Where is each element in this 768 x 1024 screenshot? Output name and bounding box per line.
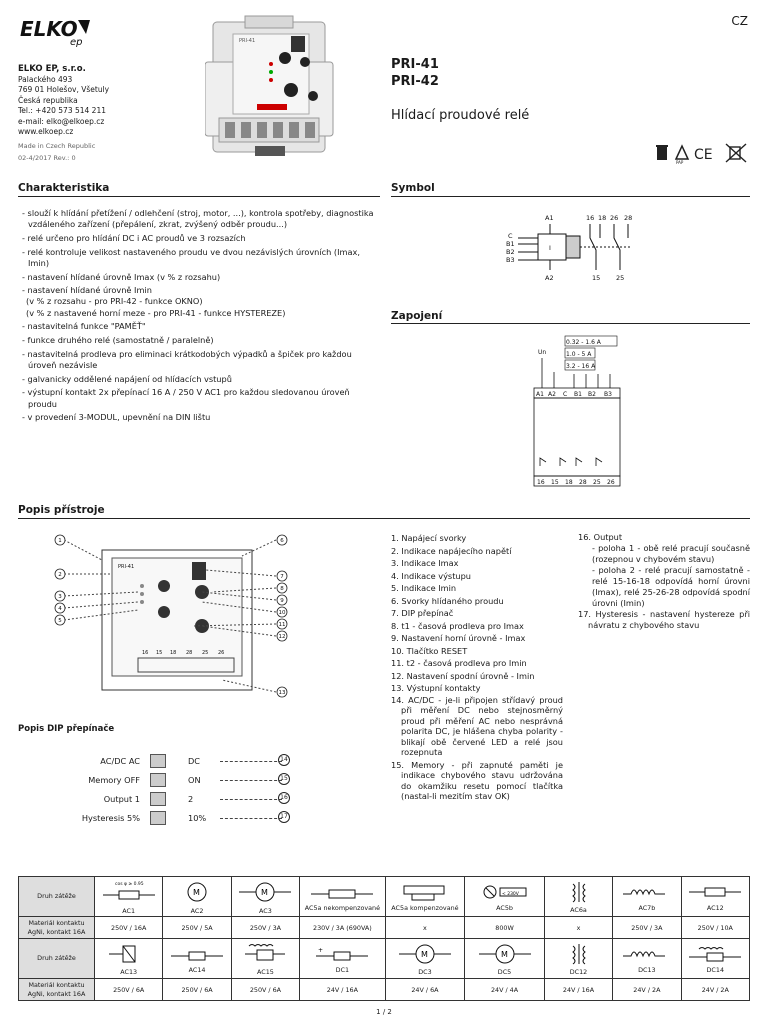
svg-text:28: 28 [624,214,633,222]
device-drawing [52,530,302,706]
value-cell: 24V / 16A [544,979,612,1001]
symbol-diagram [500,208,650,288]
svg-text:26: 26 [218,650,225,656]
transformer-icon [549,942,609,966]
list-item: - nastavitelná prodleva pro eliminaci krátkodobých výpadků a špiček pro každou úroveň nezávisle [22,348,352,370]
value-cell: 250V / 6A [231,979,299,1001]
dip-row: Output 1 2 16 [60,794,300,813]
dip-switch[interactable] [150,773,166,787]
value-cell: 24V / 4A [465,979,545,1001]
value-cell: 24V / 2A [613,979,681,1001]
list-item: (v % z rozsahu - pro PRI-42 - funkce OKNO) [26,296,203,307]
svg-text:M: M [193,887,200,897]
load-table [18,876,750,1001]
load-cell: + DC1 [300,939,386,979]
list-item: 11. t2 - časová prodleva pro Imin [391,658,527,668]
load-cell: M DC3 [385,939,465,979]
dip-row: AC/DC AC DC 14 [60,756,300,775]
list-item: - slouží k hlídání přetížení / odlehčení (stroj, motor, ...), kontrola spotřeby, diagnostika vzdáleného zařízení (přepálení, zkrat, zvýšený odběr proudu...) [22,208,374,230]
list-item: 1. Napájecí svorky [391,533,467,543]
svg-text:PRI-41: PRI-41 [118,564,135,570]
value-cell: 250V / 16A [95,917,163,939]
load-cell: < 230V AC5b [465,877,545,917]
svg-text:1: 1 [58,538,62,544]
feature-list [18,208,380,426]
address-line: Palackého 493 [18,74,73,84]
table-row [19,979,750,1001]
svg-text:A2: A2 [548,391,556,398]
dip-switch[interactable] [150,754,166,768]
svg-text:10: 10 [278,610,286,616]
svg-text:11: 11 [278,622,286,628]
svg-text:28: 28 [186,650,193,656]
coil-icon [167,944,227,964]
email: e-mail: elko@elkoep.cz [18,116,105,126]
lamp-icon [307,882,377,902]
table-row-label: Druh zátěže [19,939,95,979]
svg-text:16: 16 [142,650,149,656]
svg-text:B3: B3 [506,256,515,264]
svg-text:+: + [318,946,324,954]
bulb-icon [470,882,540,902]
product-subtitle: Hlídací proudové relé [391,108,530,123]
svg-text:1.0 - 5 A: 1.0 - 5 A [566,351,592,358]
list-item: 7. DIP přepínač [391,608,454,618]
svg-text:5: 5 [58,618,62,624]
value-cell: x [385,917,465,939]
model-name: PRI-42 [391,74,439,89]
list-item: - v provedení 3-MODUL, upevnění na DIN lištu [22,412,211,423]
ce-mark-icon: CE [694,147,713,163]
list-item: 9. Nastavení horní úrovně - Imax [391,633,526,643]
divider [391,196,750,197]
resistor-icon [99,879,159,905]
svg-text:25: 25 [593,479,601,486]
device-photo [205,14,335,164]
dip-row: Memory OFF ON 15 [60,775,300,794]
svg-text:ep: ep [70,37,83,48]
product-models [391,56,439,90]
svg-text:M: M [500,949,508,959]
parts-list-continued [578,532,750,631]
svg-text:< 230V: < 230V [501,891,519,897]
svg-text:M: M [261,887,269,897]
list-item: - poloha 2 - relé pracují samostatně - relé 15-16-18 odpovídá horní úrovni (Imax), relé 25-26-28 odpovídá spodní úrovni (Imin) [592,565,750,608]
list-item: 15. Memory - při zapnuté paměti je indikace chybového stavu udržována do okamžiku resetu pomocí tlačítka (nastal-li mezitím stav OK) [391,759,563,801]
list-item: 10. Tlačítko RESET [391,645,468,656]
load-cell: AC12 [681,877,749,917]
table-row-label: Materiál kontaktu AgNi, kontakt 16A [19,917,95,939]
certification-marks [654,142,750,164]
address-line: 769 01 Holešov, Všetuly [18,85,110,94]
svg-text:cos φ ≥ 0.95: cos φ ≥ 0.95 [114,881,144,887]
wiring-diagram [510,332,630,492]
load-cell: DC13 [613,939,681,979]
section-title-device-description: Popis přístroje [18,504,105,516]
page-number: 1 / 2 [376,1008,392,1016]
svg-text:15: 15 [156,650,163,656]
svg-text:M: M [420,949,428,959]
svg-text:Un: Un [538,349,547,356]
list-item: 13. Výstupní kontakty [391,683,481,693]
value-cell: 250V / 6A [163,979,231,1001]
compensated-lamp-icon [390,882,460,902]
svg-text:25: 25 [616,274,625,282]
list-item: 6. Svorky hlídaného proudu [391,595,504,606]
table-row [19,917,750,939]
website-link[interactable]: www.elkoep.cz [18,127,74,136]
inductor-icon [617,882,677,902]
value-cell: 250V / 10A [681,917,749,939]
list-item: 16. Output [578,532,623,542]
list-item: 3. Indikace Imax [391,558,459,568]
svg-text:3: 3 [58,594,62,600]
svg-text:I: I [549,244,551,252]
load-cell: AC13 [95,939,163,979]
list-item: 5. Indikace Imin [391,583,457,593]
inductor-icon [617,944,677,964]
address-line: Česká republika [18,95,78,105]
load-cell: AC5a kompenzované [385,877,465,917]
load-cell: M AC2 [163,877,231,917]
section-title-wiring: Zapojení [391,310,443,322]
svg-text:B2: B2 [506,248,515,256]
section-title-characteristics: Charakteristika [18,182,110,194]
coil-icon [685,944,745,964]
load-cell: cos φ ≥ 0.95 AC1 [95,877,163,917]
dip-switch-table [60,756,300,832]
value-cell: 24V / 16A [300,979,386,1001]
dip-switch[interactable] [150,811,166,825]
dip-row: Hysteresis 5% 10% 17 [60,813,300,832]
dip-title: Popis DIP přepínače [18,724,115,734]
value-cell: 800W [465,917,545,939]
value-cell: 230V / 3A (690VA) [300,917,386,939]
load-cell: M DC5 [465,939,545,979]
language-code: CZ [731,14,748,28]
list-item: - relé určeno pro hlídání DC i AC proudů ve 3 rozsazích [22,232,246,243]
svg-text:A1: A1 [536,391,544,398]
svg-text:15: 15 [592,274,601,282]
table-row-label: Druh zátěže [19,877,95,917]
svg-text:18: 18 [565,479,573,486]
svg-text:PAP: PAP [676,160,684,164]
list-item: (v % z nastavené horní meze - pro PRI-41 - funkce HYSTEREZE) [26,307,286,318]
motor-icon [475,942,535,966]
value-cell: 250V / 3A [613,917,681,939]
load-cell: AC5a nekompenzované [300,877,386,917]
divider [18,196,380,197]
load-cell: AC6a [544,877,612,917]
parts-list [391,532,563,802]
dc-resistor-icon [312,944,372,964]
svg-text:C: C [563,391,568,398]
recycling-bin-icon [656,145,668,160]
svg-text:9: 9 [280,598,284,604]
divider [391,323,750,324]
svg-text:3.2 - 16 A: 3.2 - 16 A [566,363,596,370]
table-row [19,939,750,979]
divider [18,518,750,519]
svg-text:0.32 - 1.6 A: 0.32 - 1.6 A [566,339,601,346]
pap-recycle-icon [676,146,688,164]
svg-text:18: 18 [170,650,177,656]
list-item: 17. Hysteresis - nastavení hystereze při návratu z chybového stavu [578,609,750,630]
table-row [19,877,750,917]
load-cell: AC14 [163,939,231,979]
svg-text:6: 6 [280,538,284,544]
table-row-label: Materiál kontaktu AgNi, kontakt 16A [19,979,95,1001]
svg-text:B1: B1 [574,391,582,398]
value-cell: 24V / 6A [385,979,465,1001]
load-cell: M AC3 [231,877,299,917]
list-item: - nastavení hlídané úrovně Imin [22,285,152,296]
value-cell: 24V / 2A [681,979,749,1001]
value-cell: x [544,917,612,939]
company-address [18,64,109,138]
electromagnet-icon [235,942,295,966]
svg-text:PRI-41: PRI-41 [239,38,256,44]
svg-text:16: 16 [586,214,595,222]
svg-text:4: 4 [58,606,62,612]
svg-text:26: 26 [607,479,615,486]
resistor-icon [685,882,745,902]
made-in: Made in Czech Republic 02-4/2017 Rev.: 0 [18,142,96,162]
list-item: - výstupní kontakt 2x přepínací 16 A / 250 V AC1 pro každou sledovanou úroveň proudu [22,387,350,409]
list-item: - funkce druhého relé (samostatně / paralelně) [22,335,214,346]
svg-text:25: 25 [202,650,209,656]
elko-logo [18,16,98,48]
revision: 02-4/2017 Rev.: 0 [18,154,76,162]
list-item: - poloha 1 - obě relé pracují současně (rozepnou v chybovém stavu) [592,543,750,564]
load-cell: DC14 [681,939,749,979]
list-item: 8. t1 - časová prodleva pro Imax [391,620,524,631]
phone: Tel.: +420 573 514 211 [18,106,106,115]
svg-text:13: 13 [278,690,286,696]
section-title-symbol: Symbol [391,182,435,194]
list-item: 4. Indikace výstupu [391,570,471,581]
svg-text:A1: A1 [545,214,554,222]
svg-text:B3: B3 [604,391,612,398]
motor-icon [167,879,227,905]
load-cell: DC12 [544,939,612,979]
svg-text:8: 8 [280,586,284,592]
value-cell: 250V / 3A [231,917,299,939]
svg-text:16: 16 [537,479,545,486]
value-cell: 250V / 6A [95,979,163,1001]
svg-text:B2: B2 [588,391,596,398]
list-item: 14. AC/DC - je-li připojen střídavý proud při měření DC nebo stejnosměrný proud při měření AC nebo nesprávná polarita DC, je hlášena chyba polarity - blikají obě červené LED a relé jsou rozepnuta [391,694,563,757]
list-item: - nastavitelná funkce "PAMĚŤ" [22,321,146,332]
svg-text:12: 12 [278,634,286,640]
dip-switch[interactable] [150,792,166,806]
svg-text:15: 15 [551,479,559,486]
svg-text:28: 28 [579,479,587,486]
list-item: - nastavení hlídané úrovně Imax (v % z rozsahu) [22,271,221,282]
value-cell: 250V / 5A [163,917,231,939]
model-name: PRI-41 [391,57,439,72]
svg-text:26: 26 [610,214,619,222]
motor-icon [395,942,455,966]
weee-bin-icon [726,144,746,162]
load-cell: AC7b [613,877,681,917]
svg-text:A2: A2 [545,274,554,282]
svg-text:18: 18 [598,214,607,222]
svg-text:B1: B1 [506,240,515,248]
svg-text:2: 2 [58,572,62,578]
svg-text:7: 7 [280,574,284,580]
contactor-icon [99,942,159,966]
company-name: ELKO EP, s.r.o. [18,64,86,74]
transformer-icon [549,880,609,904]
list-item: - galvanicky oddělené napájení od hlídacích vstupů [22,373,232,384]
load-cell: AC15 [231,939,299,979]
list-item: 12. Nastavení spodní úrovně - Imin [391,670,535,681]
list-item: 2. Indikace napájecího napětí [391,545,512,556]
list-item: - relé kontroluje velikost nastaveného proudu ve dvou nezávislých úrovních (Imax, Imin) [22,246,360,268]
motor-icon [235,879,295,905]
svg-text:ELKO: ELKO [20,17,78,41]
svg-text:C: C [508,232,513,240]
